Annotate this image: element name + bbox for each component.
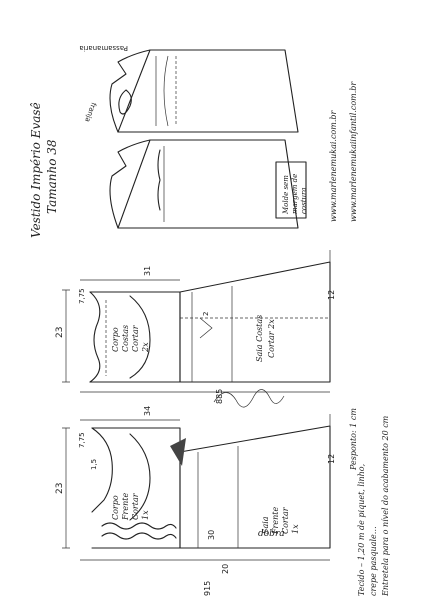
front-skirt-label-4: 1x <box>291 524 300 534</box>
front-bodice-piece <box>92 428 180 548</box>
seam-allowance-note <box>276 162 308 218</box>
note-line1: Molde sem <box>282 175 290 214</box>
dress-illustration-back <box>110 50 298 132</box>
back-measure-775: 7,75 <box>78 288 86 304</box>
back-skirt-label <box>255 315 276 362</box>
front-skirt-30: 30 <box>207 529 216 540</box>
front-skirt-piece <box>170 426 330 548</box>
back-skirt-label-1: Saia Costas <box>255 314 264 362</box>
website-1: www.marlenemukai.com.br <box>329 110 338 222</box>
back-bodice-label-4: 2x <box>141 342 150 352</box>
front-measure-lines <box>62 414 330 560</box>
front-hem-12: 12 <box>327 453 336 464</box>
back-dart-2: 2 <box>202 311 210 316</box>
note-line3: costura <box>300 187 308 214</box>
fabric-line-2: crepe pasquale… <box>369 526 378 596</box>
websites <box>329 81 358 222</box>
back-hem-12: 12 <box>327 289 336 300</box>
back-length-885: 885 <box>215 388 224 404</box>
interfacing-line: Entretela para o nível do acabamento 20 cm <box>381 415 390 596</box>
front-hem-20: 20 <box>221 563 230 574</box>
dress-illustration-front <box>110 140 298 228</box>
front-length-915: 915 <box>203 580 212 596</box>
front-measure-15: 1,5 <box>90 458 98 470</box>
fabric-note <box>357 415 390 597</box>
ruffle-label: franja <box>83 101 98 124</box>
website-2: www.marlenemukaiinfantil.com.br <box>349 81 358 222</box>
front-width-23: 23 <box>55 482 65 494</box>
front-bodice-34: 34 <box>143 405 152 416</box>
fabric-line-1: Tecido – 1,20 m de piquet, linho, <box>357 463 366 596</box>
back-width-23: 23 <box>55 326 65 338</box>
front-skirt-label-1: Saia <box>261 516 270 534</box>
front-bodice-label-2: Frente <box>121 492 130 520</box>
back-bodice-label-2: Costas <box>121 324 130 352</box>
front-skirt-label-3: Cortar <box>281 507 290 534</box>
back-skirt-label-2: Cortar 2x <box>267 319 276 358</box>
title-line2: Tamanho 38 <box>45 139 59 214</box>
front-bodice-label <box>111 492 150 521</box>
back-bodice-label <box>111 324 150 353</box>
fold-label: dobra <box>258 529 285 539</box>
seam-note <box>349 408 358 471</box>
front-bodice-label-1: Corpo <box>111 495 120 520</box>
front-bodice-label-3: Cortar <box>131 493 140 520</box>
front-measure-775: 7,75 <box>78 432 86 448</box>
back-bodice-label-3: Cortar <box>131 325 140 352</box>
trim-label: Passamanaria <box>79 44 128 52</box>
back-bodice-label-1: Corpo <box>111 327 120 352</box>
note-line2: margem de <box>291 173 299 214</box>
back-measure-lines <box>62 250 330 392</box>
front-bodice-label-4: 1x <box>141 510 150 520</box>
title-block <box>29 102 59 238</box>
back-bodice-31: 31 <box>143 265 152 276</box>
seam-text: Pesponto: 1 cm <box>349 408 358 470</box>
front-skirt-label-2: Frente <box>271 506 280 534</box>
title-line1: Vestido Império Evasê <box>29 102 43 238</box>
